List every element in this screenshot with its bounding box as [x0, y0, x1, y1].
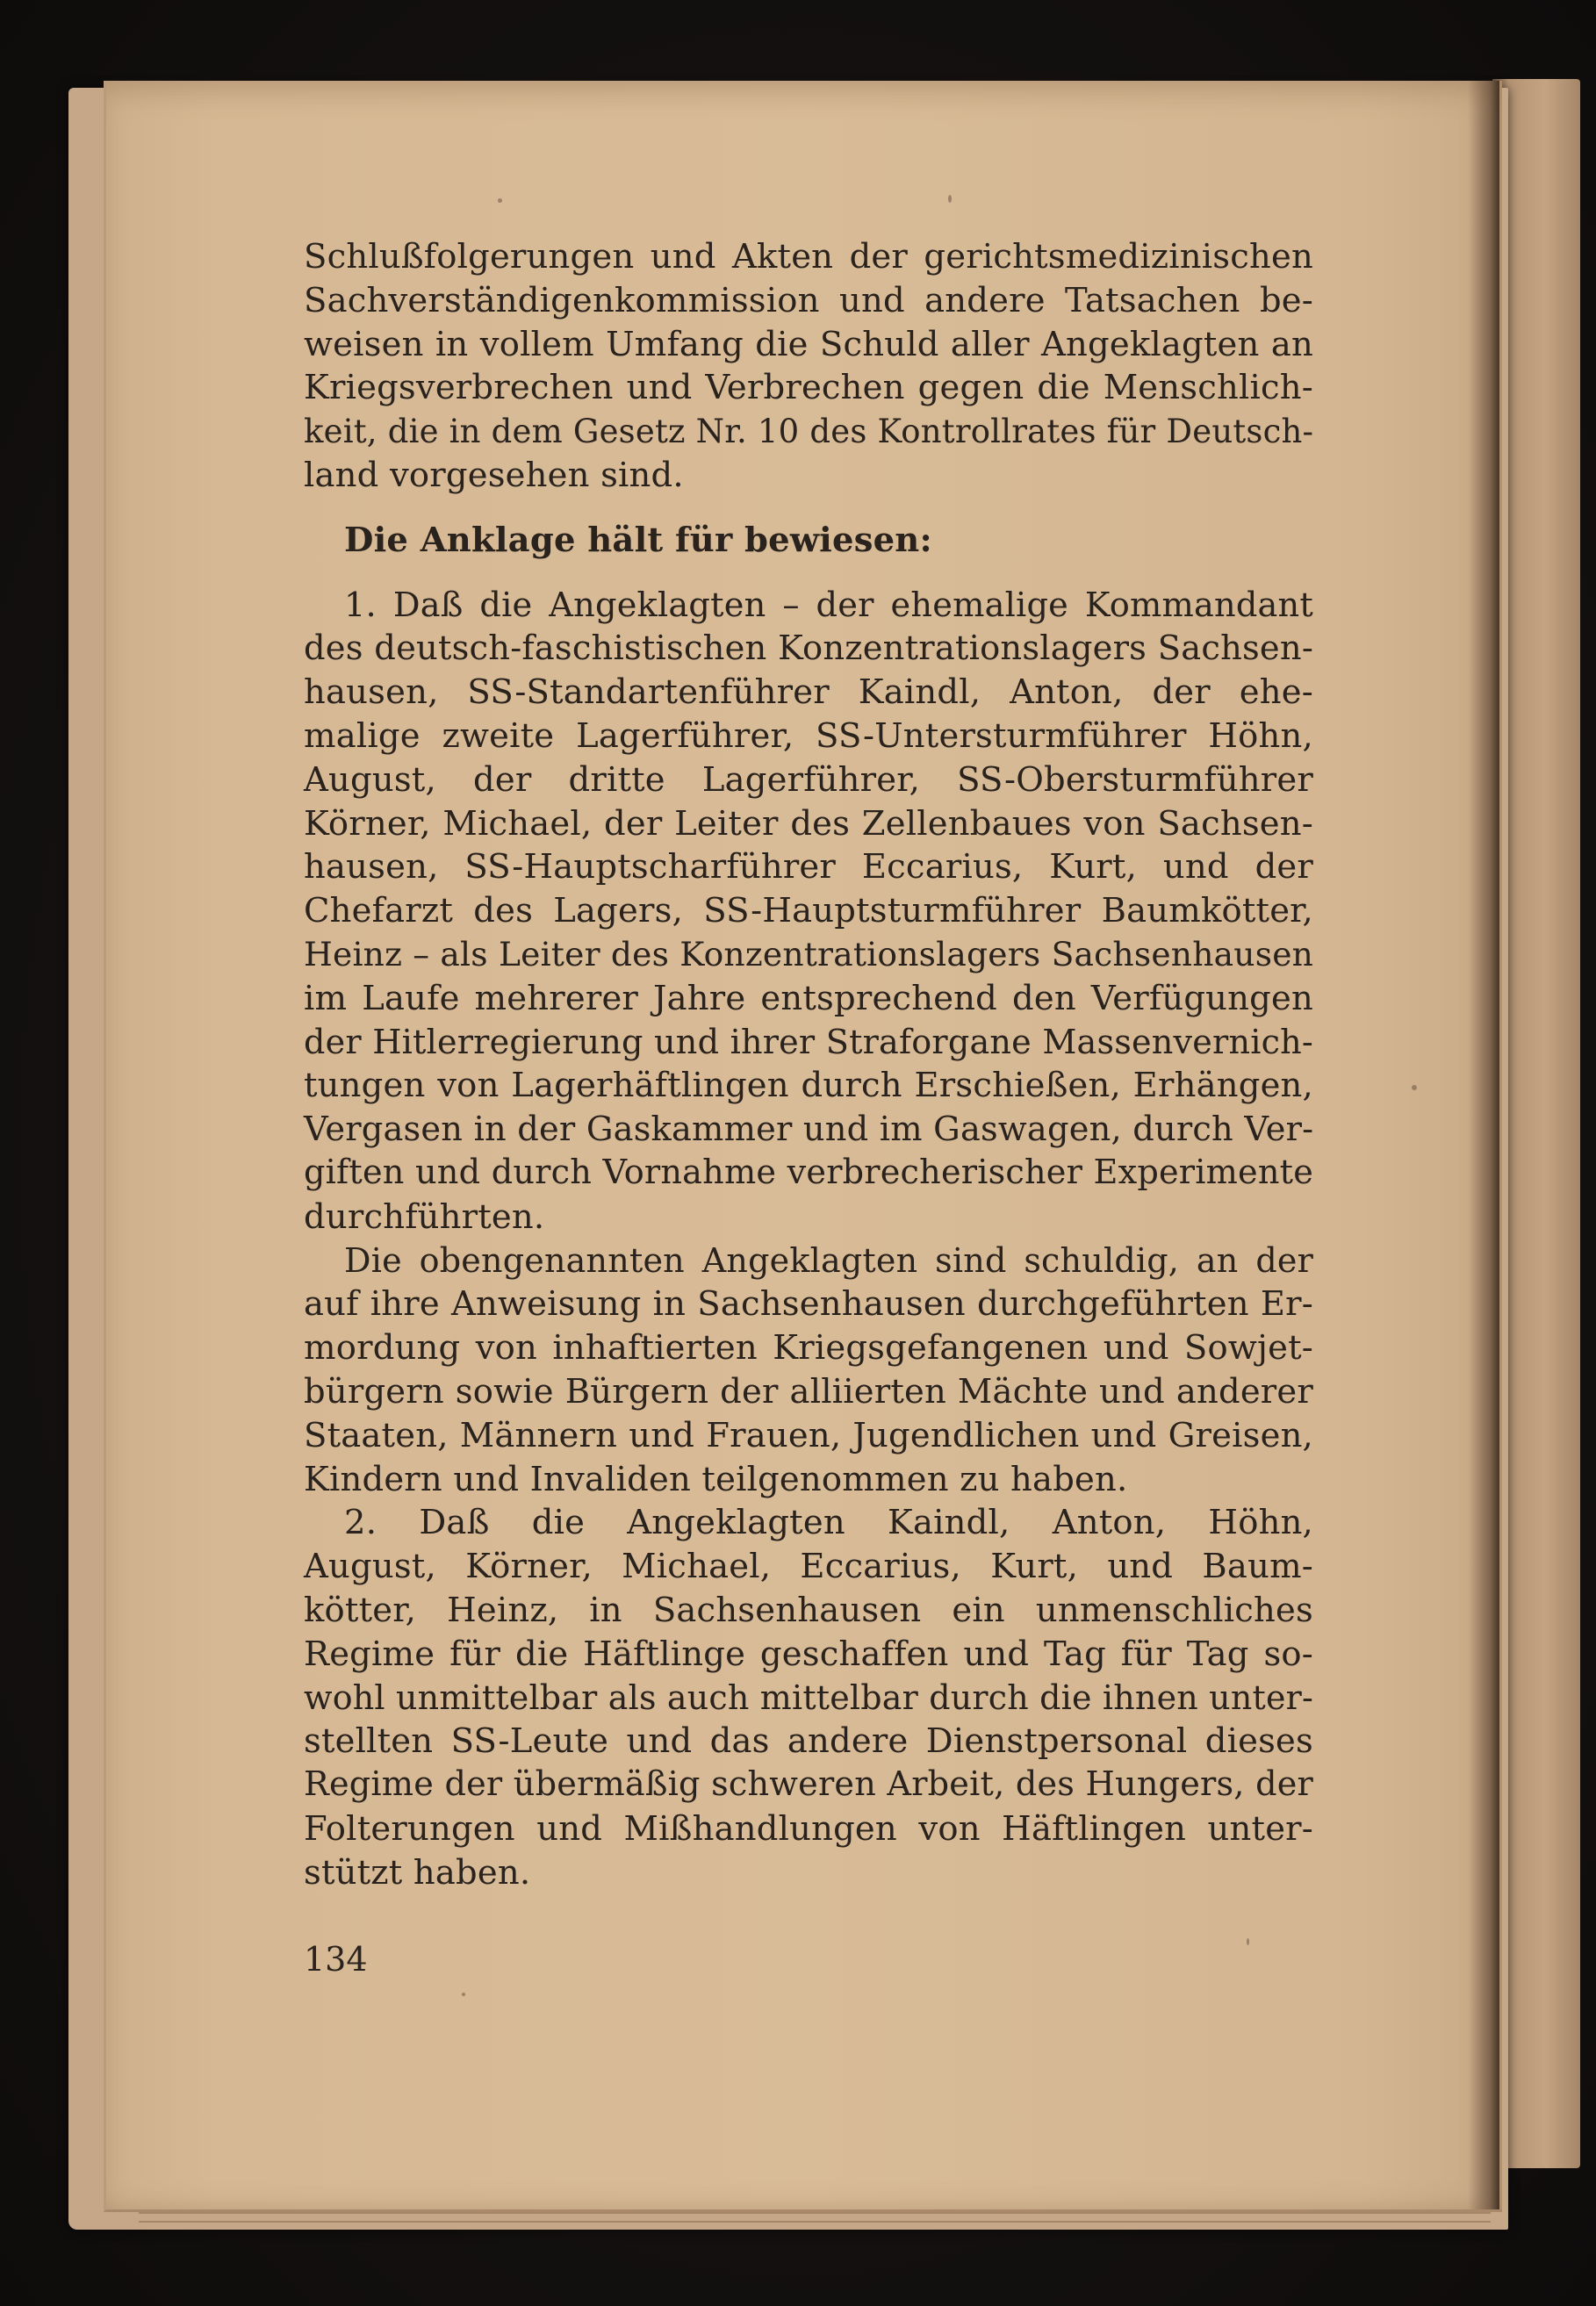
text-line: mordung von inhaftierten Kriegsgefangenen und Sowjet-: [304, 1328, 1313, 1369]
page-number: 134: [304, 1940, 368, 1979]
paper-speck: [498, 198, 502, 203]
text-line: hausen, SS-Standartenführer Kaindl, Anton, der ehe-: [304, 672, 1313, 713]
paper-speck: [462, 1993, 465, 1996]
point-1: [304, 584, 1313, 1239]
text-line: Sachverständigenkommission und andere Tatsachen be-: [304, 280, 1313, 320]
text-line: Heinz – als Leiter des Konzentrationslagers Sachsenhausen: [304, 934, 1314, 973]
text-line: stützt haben.: [304, 1852, 531, 1893]
spine-shadow: [1468, 81, 1499, 2209]
text-line: Kindern und Invaliden teilgenommen zu haben.: [304, 1459, 1128, 1499]
paper-speck: [1247, 1938, 1249, 1945]
text-line: auf ihre Anweisung in Sachsenhausen durchgeführten Er-: [304, 1284, 1313, 1325]
text-line: im Laufe mehrerer Jahre entsprechend den Verfügungen: [304, 978, 1313, 1018]
text-line: Folterungen und Mißhandlungen von Häftlingen unter-: [304, 1808, 1313, 1849]
text-line: Die obengenannten Angeklagten sind schuldig, an der: [344, 1240, 1313, 1280]
section-heading: Die Anklage hält für bewiesen:: [344, 520, 932, 560]
text-line: kötter, Heinz, in Sachsenhausen ein unmenschliches: [304, 1590, 1313, 1630]
text-line: Körner, Michael, der Leiter des Zellenbaues von Sachsen-: [304, 803, 1313, 844]
paper-speck: [948, 195, 952, 203]
text-line: keit, die in dem Gesetz Nr. 10 des Kontrollrates für Deutsch-: [304, 413, 1314, 451]
text-line: Chefarzt des Lagers, SS-Hauptsturmführer Baumkötter,: [304, 891, 1313, 931]
text-line: giften und durch Vornahme verbrecherischer Experimente: [304, 1153, 1313, 1192]
text-line: Schlußfolgerungen und Akten der gerichtsmedizinischen: [304, 237, 1313, 277]
text-line: der Hitlerregierung und ihrer Straforgane Massenvernich-: [304, 1022, 1313, 1061]
text-line: durchführten.: [304, 1196, 545, 1237]
text-line: 2. Daß die Angeklagten Kaindl, Anton, Höhn,: [344, 1503, 1313, 1543]
text-line: des deutsch-faschistischen Konzentrationslagers Sachsen-: [304, 629, 1313, 669]
text-line: tungen von Lagerhäftlingen durch Erschießen, Erhängen,: [304, 1066, 1313, 1106]
text-line: August, Körner, Michael, Eccarius, Kurt, und Baum-: [304, 1547, 1313, 1587]
text-line: bürgern sowie Bürgern der alliierten Mächte und anderer: [304, 1371, 1313, 1412]
text-line: wohl unmittelbar als auch mittelbar durch die ihnen unter-: [304, 1677, 1313, 1717]
point-2: [304, 1501, 1313, 1894]
text-line: 1. Daß die Angeklagten – der ehemalige Kommandant: [344, 585, 1313, 625]
text-line: malige zweite Lagerführer, SS-Untersturmführer Höhn,: [304, 715, 1313, 756]
text-line: hausen, SS-Hauptscharführer Eccarius, Kurt, und der: [304, 847, 1313, 887]
text-line: Staaten, Männern und Frauen, Jugendlichen und Greisen,: [304, 1415, 1313, 1455]
text-line: Vergasen in der Gaskammer und im Gaswagen, durch Ver-: [304, 1110, 1314, 1150]
text-line: land vorgesehen sind.: [304, 455, 684, 495]
text-line: stellten SS-Leute und das andere Dienstpersonal dieses: [304, 1721, 1313, 1762]
text-line: weisen in vollem Umfang die Schuld aller Angeklagten an: [304, 324, 1313, 364]
text-line: Kriegsverbrechen und Verbrechen gegen die Menschlich-: [304, 368, 1313, 408]
page-text: [304, 235, 1313, 1894]
text-line: Regime der übermäßig schweren Arbeit, des Hungers, der: [304, 1765, 1313, 1805]
paragraph-guilt: [304, 1239, 1313, 1502]
text-line: Regime für die Häftlinge geschaffen und Tag für Tag so-: [304, 1634, 1313, 1674]
text-line: August, der dritte Lagerführer, SS-Obersturmführer: [304, 759, 1313, 800]
page-edge-line: [139, 2212, 1491, 2214]
paper-speck: [1412, 1085, 1417, 1090]
paragraph-conclusions: [304, 235, 1313, 498]
page-edge-line: [139, 2221, 1491, 2223]
